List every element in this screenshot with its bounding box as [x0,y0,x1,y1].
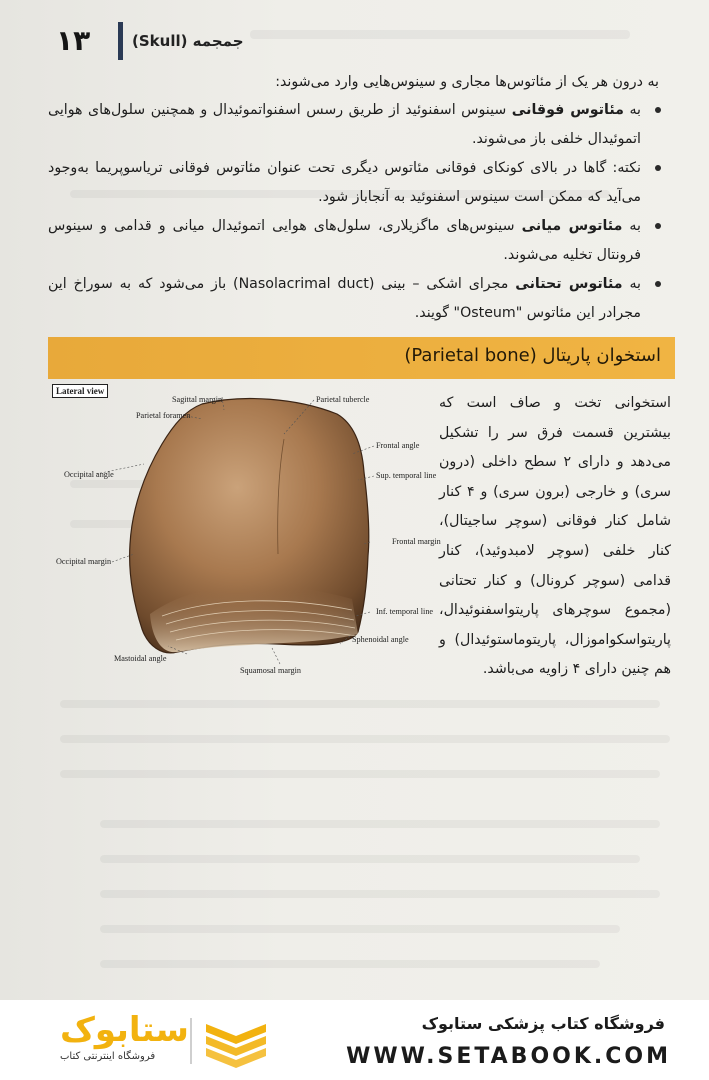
page-header [40,22,689,62]
bullet-item-inferior-meatus: به مئاتوس تحتانی مجرای اشکی – بینی (Nasolacrimal duct) باز می‌شود که به سوراخ این مجرادر این مئاتوس "Osteum" گویند. [48,270,663,328]
bullet-dot-icon [655,281,661,287]
logo-tagline: فروشگاه اینترنتی کتاب [60,1051,156,1062]
bullet-dot-icon [655,165,661,171]
logo-divider [190,1018,192,1064]
label-occipital-angle: Occipital angle [64,470,114,479]
section-title: استخوان پاریتال (Parietal bone) [404,345,661,366]
bullet-term: مئاتوس تحتانی [515,276,623,292]
publisher-footer [0,1000,709,1080]
label-parietal-foramen: Parietal foramen [136,411,191,420]
label-frontal-margin: Frontal margin [392,537,441,546]
running-title: جمجمه (Skull) [132,32,244,50]
bullet-dot-icon [655,223,661,229]
parietal-description: استخوانی تخت و صاف است که بیشترین قسمت فرق سر را تشکیل می‌دهد و دارای ۲ سطح داخلی (درون سری) و خارجی (برون سری) و ۴ کنار شامل کنار فوقانی (سوچر ساجیتال)، کنار خلفی (سوچر لامبدوئید)، کنار قدامی (سوچر کرونال) و کنار تحتانی (مجموع سوچرهای پاریتواسفنوئیدال، پاریتواسکواموزال، پاریتوماستوئیدال) و هم چنین دارای ۴ زاویه می‌باشد. [439,395,671,678]
label-occipital-margin: Occipital margin [56,557,112,566]
bullet-item-superior-meatus: به مئاتوس فوقانی سینوس اسفنوئید از طریق رسس اسفنواتموئیدال و همچنین سلول‌های هوایی اتموئیدال خلفی باز می‌شوند. [48,96,663,154]
label-sup-temporal-line: Sup. temporal line [376,471,437,480]
intro-paragraph: به درون هر یک از مئاتوس‌ها مجاری و سینوس‌هایی وارد می‌شوند: [275,74,659,90]
label-squamosal-margin: Squamosal margin [240,666,302,675]
label-parietal-tubercle: Parietal tubercle [316,395,370,404]
page-number: ۱۳ [56,24,91,57]
figure-view-label: Lateral view [52,384,108,398]
bullet-item-note: نکته: گاها در بالای کونکای فوقانی مئاتوس دیگری تحت عنوان مئاتوس فوقانی تریاسوپریما به‌وجود می‌آید که ممکن است سینوس اسفنوئید به آنجاباز شود. [48,154,663,212]
logo-wordmark: ستابوک [60,1010,189,1050]
store-name: فروشگاه کتاب پزشکی ستابوک [421,1014,665,1033]
meatus-bullet-list [48,96,663,328]
store-url[interactable]: WWW.SETABOOK.COM [346,1044,671,1069]
label-inf-temporal-line: Inf. temporal line [376,607,434,616]
bullet-item-middle-meatus: به مئاتوس میانی سینوس‌های ماگزیلاری، سلول‌های هوایی اتموئیدال میانی و قدامی و سینوس فرونتال تخلیه می‌شوند. [48,212,663,270]
label-sphenoidal-angle: Sphenoidal angle [352,635,409,644]
bullet-dot-icon [655,107,661,113]
label-mastoidal-angle: Mastoidal angle [114,654,167,663]
bullet-term: مئاتوس فوقانی [511,102,624,118]
bullet-term: مئاتوس میانی [521,218,623,234]
header-divider-bar [118,22,123,60]
label-sagittal-margin: Sagittal margin [172,395,223,404]
parietal-bone-figure [52,384,452,690]
book-stack-logo-icon [200,1016,272,1068]
label-frontal-angle: Frontal angle [376,441,420,450]
section-heading-band [48,337,675,379]
